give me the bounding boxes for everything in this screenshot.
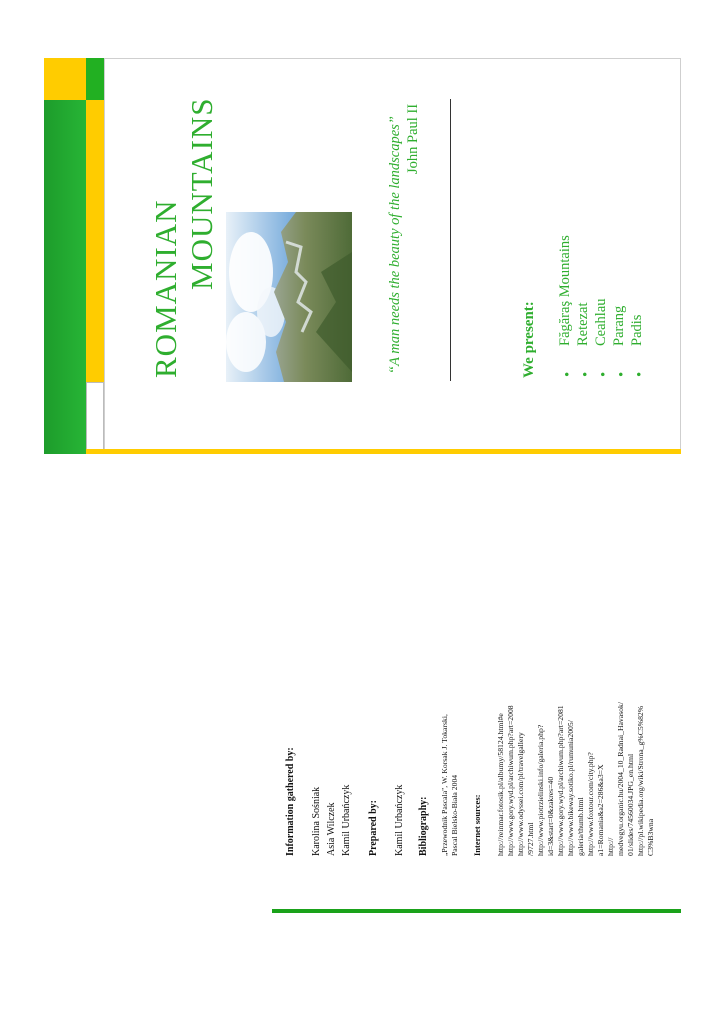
internet-link[interactable]: id=3&start=0&zakres=40: [546, 776, 555, 856]
decor-green-square: [86, 58, 104, 100]
internet-link[interactable]: galeria/thumb.html: [576, 797, 585, 856]
decor-white-bar: [86, 382, 104, 454]
internet-link[interactable]: http://www.piotrzielinski.info/galeria.php?: [536, 724, 545, 856]
internet-link[interactable]: http://www.odyssei.com/pl/travelgallery: [516, 732, 525, 856]
divider-line: [450, 99, 451, 381]
list-item: Padis: [629, 314, 645, 346]
bullet-dot: •: [596, 371, 612, 377]
slide-title-line-2: MOUNTAINS: [184, 97, 219, 290]
internet-link[interactable]: /9727.html: [526, 822, 535, 856]
list-item: Parang: [611, 305, 627, 346]
gathered-heading: Information gathered by:: [285, 747, 296, 856]
prepared-heading: Prepared by:: [368, 799, 379, 856]
gathered-name: Karolina Sośniak: [311, 786, 322, 856]
green-divider-line: [272, 909, 681, 913]
present-heading: We present:: [521, 301, 537, 378]
internet-link[interactable]: C3%B3wna: [646, 818, 655, 856]
decor-yellow-line: [86, 449, 681, 454]
gathered-name: Kamil Urbańczyk: [341, 784, 352, 856]
list-item: Făgăraş Mountains: [557, 235, 573, 346]
list-item: Retezat: [575, 302, 591, 346]
internet-link[interactable]: http://www.gory.wyd.pl/archiwum.php?art=2081: [556, 705, 565, 856]
internet-heading: Internet sources:: [472, 794, 482, 856]
decor-green-bar: [44, 100, 86, 454]
mountain-photo-image: [226, 212, 352, 382]
internet-link[interactable]: http://www.gory.wyd.pl/archiwum.php?art=2008: [506, 705, 515, 856]
bullet-dot: •: [578, 371, 594, 377]
gathered-name: Asia Wilczek: [326, 802, 337, 856]
bullet-dot: •: [632, 371, 648, 377]
decor-yellow-bar: [86, 100, 104, 382]
mountain-photo: [226, 212, 352, 382]
internet-link[interactable]: http://reinmar.fotosik.pl/albumy/58124.html#e: [496, 713, 505, 856]
prepared-name: Kamil Urbańczyk: [394, 784, 405, 856]
decor-yellow-square: [44, 58, 86, 100]
internet-link[interactable]: a1=Romania&a2=286&a3=X: [596, 764, 605, 856]
bullet-dot: •: [560, 371, 576, 377]
biblio-heading: Bibliography:: [418, 796, 429, 856]
list-item: Ceahlau: [593, 298, 609, 346]
slide-title-line-1: ROMANIAN: [148, 199, 183, 378]
internet-link[interactable]: http://www.foxtour.com/city.php?: [586, 752, 595, 856]
quote-text: “A man needs the beauty of the landscapes”: [387, 116, 403, 374]
internet-link[interactable]: http://www.bikeway.sotiko.pl/rumunia2005/: [566, 720, 575, 856]
biblio-line: „Przewodnik Pascala", W. Korsak J. Tokarski,: [440, 714, 449, 856]
biblio-line: Pascal Bielsko-Biała 2004: [450, 774, 459, 856]
internet-link[interactable]: http://: [606, 837, 615, 856]
internet-link[interactable]: http://pl.wikipedia.org/wiki/Strona_g%C5%82%: [636, 705, 645, 856]
internet-link[interactable]: medvegyu.organic.hu/2004_10_Radnai_Havasok/: [616, 701, 625, 856]
quote-author: John Paul II: [405, 103, 421, 174]
internet-link[interactable]: 01/slides/74560034.JPG_en.html: [626, 753, 635, 856]
bullet-dot: •: [614, 371, 630, 377]
